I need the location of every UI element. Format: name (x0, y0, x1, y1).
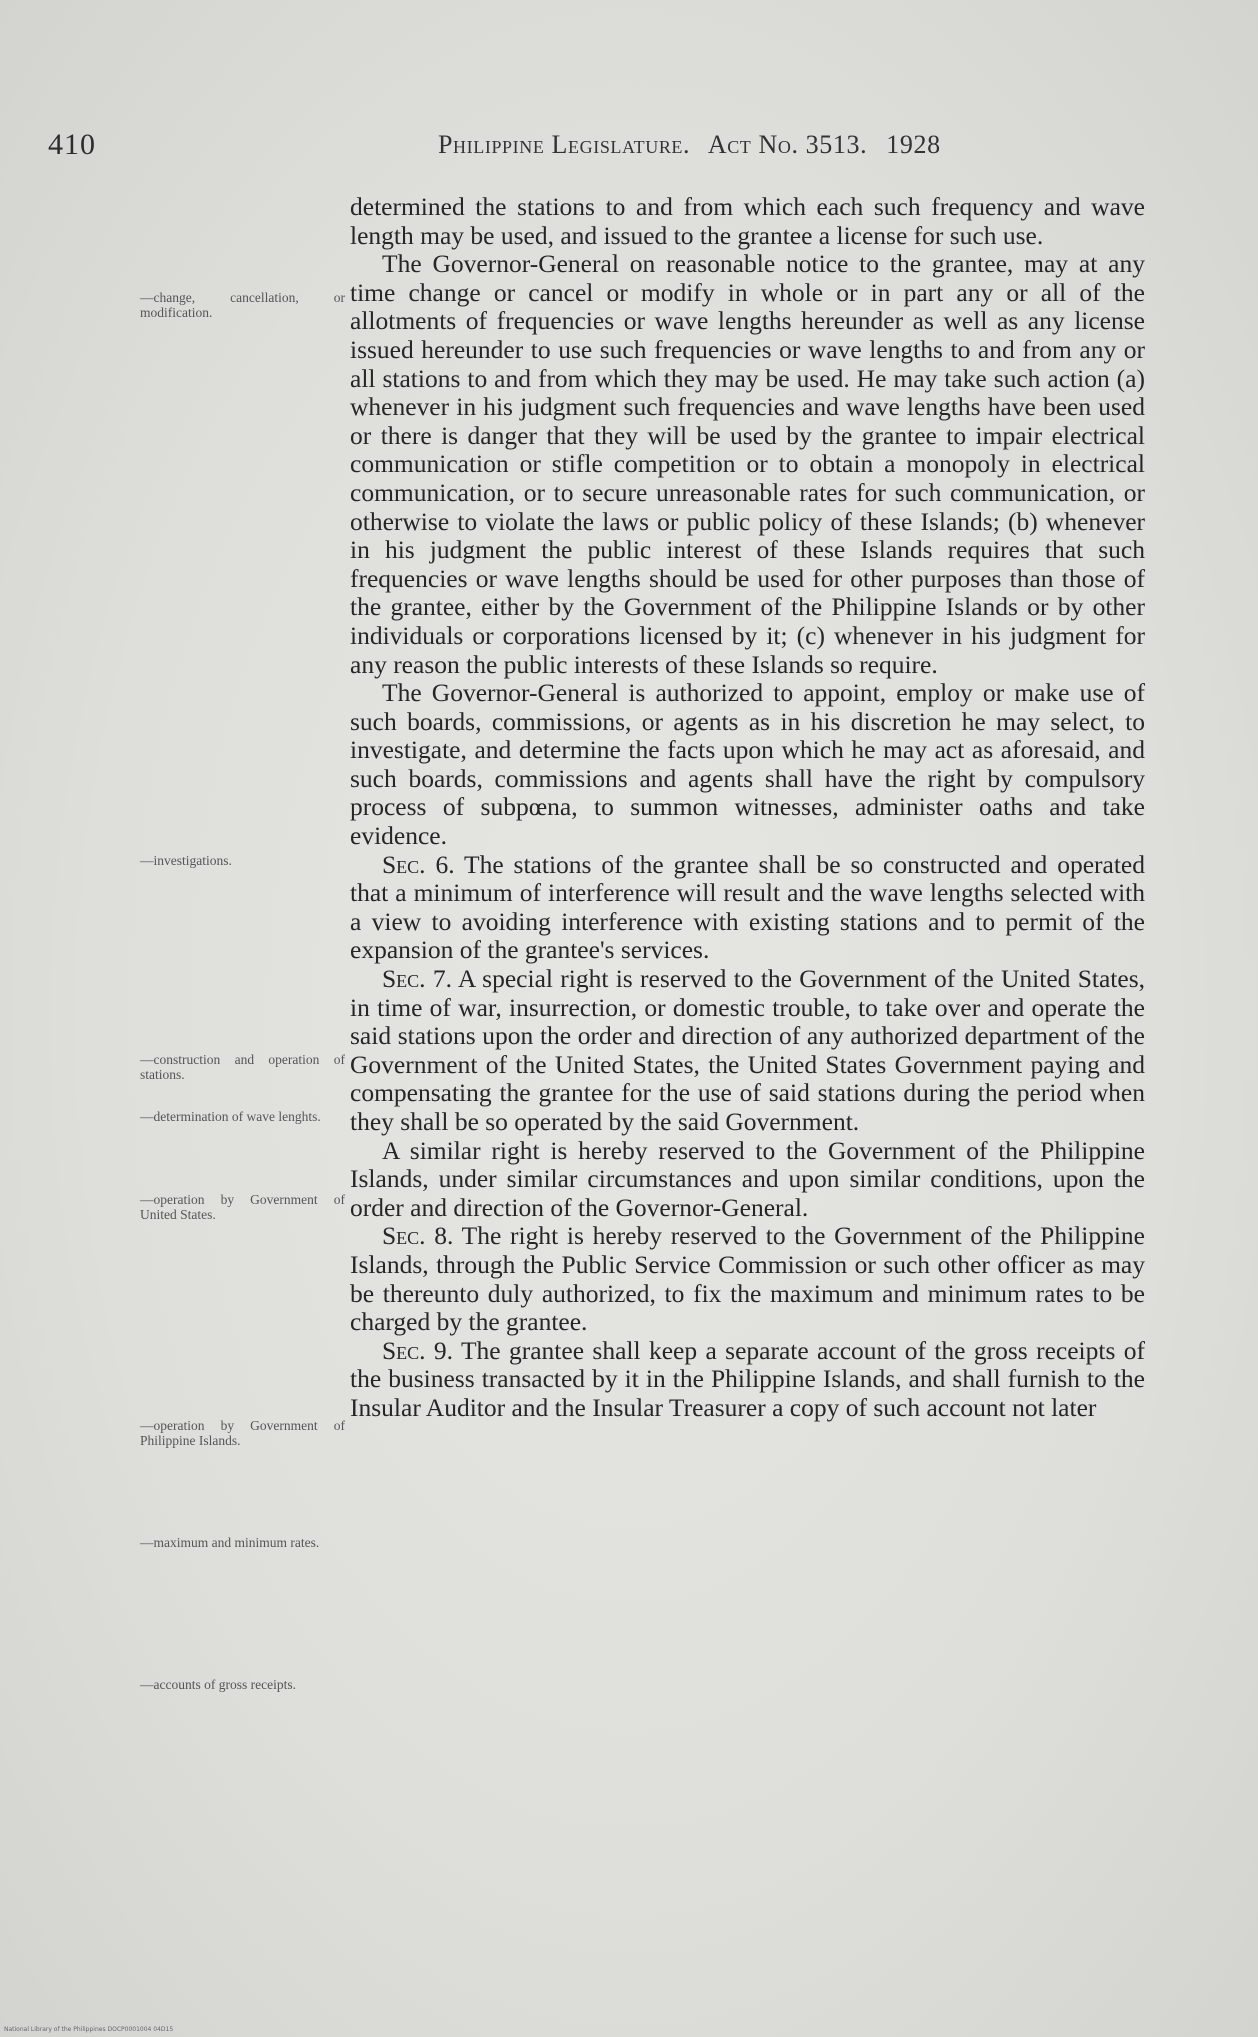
margin-note-rates: —maximum and minimum rates. (140, 1535, 320, 1550)
section-6-label: Sec. 6. (382, 849, 455, 879)
margin-note-investigations: —investigations. (140, 853, 232, 868)
running-head-year: 1928 (886, 130, 941, 159)
paragraph-continuation: determined the stations to and from which each such frequency and wave length may be used, and issued to the grantee a license for such use. (350, 192, 1145, 250)
section-8 (350, 1222, 1145, 1336)
main-text (350, 193, 1145, 1423)
running-head (438, 130, 953, 160)
running-head-legislature: Philippine Legislature. (438, 130, 691, 159)
paragraph-similar-right: A similar right is hereby reserved to the Government of the Philippine Islands, under similar circumstances and upon similar conditions, upon the order and direction of the Governor-General. (350, 1135, 1145, 1222)
section-9-label: Sec. 9. (382, 1335, 454, 1365)
section-6 (350, 851, 1145, 965)
section-7-text: A special right is reserved to the Government of the United States, in time of war, insurrection, or domestic trouble, to take over and operate the said stations upon the order and direction of any authorized department of the Government of the United States, the United States Government paying and compensating the grantee for the use of said stations during the period when they shall be so operated by the said Government. (350, 964, 1145, 1136)
section-8-label: Sec. 8. (382, 1221, 454, 1251)
section-7 (350, 965, 1145, 1137)
scan-footer: National Library of the Philippines DOCP0001004 04D15 (4, 2026, 174, 2033)
page-header (48, 128, 1073, 168)
margin-note-accounts: —accounts of gross receipts. (140, 1677, 296, 1692)
section-7-label: Sec. 7. (382, 964, 452, 994)
section-9-text: The grantee shall keep a separate account of the gross receipts of the business transacted by it in the Philippine Islands, and shall furnish to the Insular Auditor and the Insular Treasurer a copy of such account not later (350, 1335, 1145, 1422)
running-head-act: Act No. 3513. (707, 130, 868, 159)
margin-note-wave-lengths: —determination of wave lenghts. (140, 1109, 321, 1124)
margin-note-change: —change, cancellation, or modification. (140, 290, 345, 320)
margin-note-ph-government: —operation by Government of Philippine Islands. (140, 1418, 345, 1448)
paragraph-governor-change: The Governor-General on reasonable notice to the grantee, may at any time change or cancel or modify in whole or in part any or all of the allotments of frequencies or wave lengths hereunder as well as any license issued hereunder to use such frequencies or wave lengths to and from any or all stations to and from which they may be used. He may take such action (a) whenever in his judgment such frequencies and wave lengths have been used or there is danger that they will be used by the grantee to impair electrical communication or stifle competition or to obtain a monopoly in electrical communication, or to secure unreasonable rates for such communication, or otherwise to violate the laws or public policy of these Islands; (b) whenever in his judgment the public interest of these Islands requires that such frequencies or wave lengths should be used for other purposes than those of the grantee, either by the Government of the Philippine Islands or by other individuals or corporations licensed by it; (c) whenever in his judgment for any reason the public interests of these Islands so require. (350, 249, 1145, 679)
margin-note-construction: —construction and operation of stations. (140, 1052, 345, 1082)
paragraph-investigations: The Governor-General is authorized to appoint, employ or make use of such boards, commissions, or agents as in his discretion he may select, to investigate, and determine the facts upon which he may act as aforesaid, and such boards, commissions and agents shall have the right by compulsory process of subpœna, to summon witnesses, administer oaths and take evidence. (350, 678, 1145, 851)
section-9 (350, 1337, 1145, 1423)
margin-note-us-government: —operation by Government of United States. (140, 1192, 345, 1222)
section-8-text: The right is hereby reserved to the Government of the Philippine Islands, through the Public Service Commission or such other officer as may be thereunto duly authorized, to fix the maximum and minimum rates to be charged by the grantee. (350, 1221, 1146, 1337)
section-6-text: The stations of the grantee shall be so constructed and operated that a minimum of interference will result and the wave lengths selected with a view to avoiding interference with existing stations and to permit of the expansion of the grantee's services. (350, 849, 1145, 965)
page-number: 410 (48, 128, 96, 161)
